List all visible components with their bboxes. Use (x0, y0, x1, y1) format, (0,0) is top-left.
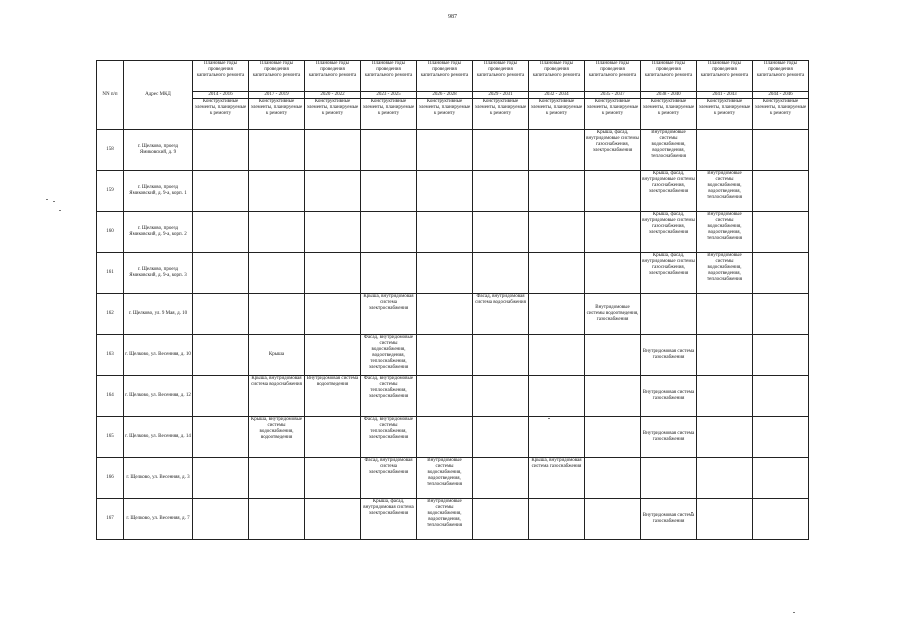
repair-elements-cell (753, 294, 809, 335)
repair-elements-cell (529, 294, 585, 335)
repair-elements-cell (697, 499, 753, 540)
capital-repair-schedule-table (96, 60, 809, 540)
repair-elements-cell (193, 376, 249, 417)
repair-elements-cell: Крыша, внутридомовая система газоснабжения (529, 458, 585, 499)
header-address: Адрес МКД (124, 61, 193, 130)
repair-elements-cell (305, 335, 361, 376)
repair-elements-cell (697, 417, 753, 458)
repair-elements-cell (529, 212, 585, 253)
repair-elements-cell (529, 376, 585, 417)
repair-elements-cell (193, 130, 249, 171)
header-elements: Конструктивные элементы, планируемые к ремонту (305, 99, 361, 130)
repair-elements-cell (529, 499, 585, 540)
repair-elements-cell: Внутридомовые системы водоснабжения, водоотведения, теплоснабжения (697, 212, 753, 253)
row-address: г. Щелково, ул. Весенняя, д. 3 (124, 458, 193, 499)
repair-elements-cell: Крыша (249, 335, 305, 376)
row-address: г. Щелково, ул. Весенняя, д. 7 (124, 499, 193, 540)
repair-elements-cell (193, 294, 249, 335)
header-period: 2032 - 2034 (529, 92, 585, 99)
repair-elements-cell: Фасад, внутридомовая система водоснабжения (473, 294, 529, 335)
repair-elements-cell (417, 294, 473, 335)
repair-elements-cell (753, 335, 809, 376)
table-row (97, 376, 809, 417)
repair-elements-cell (641, 294, 697, 335)
repair-elements-cell (529, 335, 585, 376)
header-elements: Конструктивные элементы, планируемые к ремонту (641, 99, 697, 130)
row-address: г. Щелково, ул. Весенняя, д. 10 (124, 335, 193, 376)
table-row (97, 253, 809, 294)
header-plan-years: Плановые годы проведения капитального ремонта (753, 61, 809, 92)
repair-elements-cell (697, 458, 753, 499)
repair-elements-cell (305, 212, 361, 253)
repair-elements-cell: Крыша, внутридомовая система электроснабжения (361, 294, 417, 335)
header-plan-years: Плановые годы проведения капитального ремонта (697, 61, 753, 92)
repair-elements-cell: Фасад, внутридомовые системы теплоснабжения, электроснабжения (361, 417, 417, 458)
row-address: г. Щелково, проезд Ямиковский, д. 9-а, корп. 1 (124, 171, 193, 212)
repair-elements-cell (585, 458, 641, 499)
header-elements: Конструктивные элементы, планируемые к ремонту (473, 99, 529, 130)
repair-elements-cell (753, 417, 809, 458)
repair-elements-cell (305, 458, 361, 499)
repair-elements-cell (417, 212, 473, 253)
repair-elements-cell: Внутридомовые системы водоснабжения, водоотведения, теплоснабжения (417, 458, 473, 499)
repair-elements-cell (753, 458, 809, 499)
table-row (97, 335, 809, 376)
row-number: 163 (97, 335, 124, 376)
repair-elements-cell (305, 294, 361, 335)
header-elements: Конструктивные элементы, планируемые к ремонту (361, 99, 417, 130)
repair-elements-cell (417, 253, 473, 294)
repair-elements-cell: Внутридомовая система газоснабжения (641, 499, 697, 540)
repair-elements-cell (585, 171, 641, 212)
repair-elements-cell (193, 335, 249, 376)
repair-elements-cell: Фасад, внутридомовая система электроснабжения (361, 458, 417, 499)
repair-elements-cell (361, 171, 417, 212)
repair-elements-cell (697, 376, 753, 417)
repair-elements-cell (585, 335, 641, 376)
header-period: 2017 - 2019 (249, 92, 305, 99)
repair-elements-cell (249, 294, 305, 335)
repair-elements-cell (697, 294, 753, 335)
row-address: г. Щелково, проезд Ямиковский, д. 9-а, корп. 2 (124, 212, 193, 253)
scan-speck (46, 199, 48, 200)
repair-elements-cell (249, 499, 305, 540)
repair-elements-cell (473, 499, 529, 540)
repair-elements-cell (529, 130, 585, 171)
repair-elements-cell (305, 253, 361, 294)
header-plan-years: Плановые годы проведения капитального ремонта (585, 61, 641, 92)
repair-elements-cell (305, 130, 361, 171)
row-address: г. Щелково, ул. 9 Мая, д. 10 (124, 294, 193, 335)
header-plan-years: Плановые годы проведения капитального ремонта (641, 61, 697, 92)
repair-elements-cell (473, 417, 529, 458)
repair-elements-cell (361, 130, 417, 171)
repair-elements-cell: Крыша, фасад, внутридомовые системы газоснабжения, электроснабжения (585, 130, 641, 171)
repair-elements-cell (417, 171, 473, 212)
repair-elements-cell (361, 253, 417, 294)
repair-elements-cell: Крыша, фасад, внутридомовые системы газоснабжения, электроснабжения (641, 253, 697, 294)
row-number: 158 (97, 130, 124, 171)
repair-elements-cell (529, 171, 585, 212)
repair-elements-cell (585, 253, 641, 294)
header-period: 2038 - 2040 (641, 92, 697, 99)
repair-elements-cell (193, 171, 249, 212)
repair-elements-cell (193, 212, 249, 253)
repair-elements-cell (753, 171, 809, 212)
repair-elements-cell (249, 130, 305, 171)
header-period: 2041 - 2043 (697, 92, 753, 99)
repair-elements-cell: Крыша, фасад, внутридомовые системы газоснабжения, электроснабжения (641, 212, 697, 253)
header-elements: Конструктивные элементы, планируемые к ремонту (193, 99, 249, 130)
repair-elements-cell (305, 499, 361, 540)
repair-elements-cell: Крыша, внутридомовые системы водоснабжения, водоотведения (249, 417, 305, 458)
table-row (97, 171, 809, 212)
repair-elements-cell: Внутридомовая система газоснабжения (641, 376, 697, 417)
scan-speck (53, 201, 55, 202)
row-number: 165 (97, 417, 124, 458)
row-number: 161 (97, 253, 124, 294)
repair-elements-cell (585, 376, 641, 417)
header-plan-years: Плановые годы проведения капитального ремонта (417, 61, 473, 92)
repair-elements-cell (585, 417, 641, 458)
repair-elements-cell (249, 458, 305, 499)
row-number: 159 (97, 171, 124, 212)
repair-elements-cell (417, 130, 473, 171)
repair-elements-cell (249, 171, 305, 212)
repair-elements-cell: Внутридомовые системы водоотведения, газоснабжения (585, 294, 641, 335)
repair-elements-cell: Фасад, внутридомовые системы водоснабжения, водоотведения, теплоснабжения, электроснабжения (361, 335, 417, 376)
row-address: г. Щелково, проезд Ямиковский, д. 9-а, корп. 3 (124, 253, 193, 294)
repair-elements-cell: Крыша, фасад, внутридомовая система электроснабжения (361, 499, 417, 540)
header-elements: Конструктивные элементы, планируемые к ремонту (417, 99, 473, 130)
table-row (97, 458, 809, 499)
repair-elements-cell (305, 417, 361, 458)
repair-elements-cell: Внутридомовая система газоснабжения (641, 335, 697, 376)
repair-elements-cell (697, 130, 753, 171)
repair-elements-cell (641, 458, 697, 499)
repair-elements-cell (697, 335, 753, 376)
table-row (97, 499, 809, 540)
repair-elements-cell (193, 253, 249, 294)
repair-elements-cell: Внутридомовая система водоотведения (305, 376, 361, 417)
table-row (97, 417, 809, 458)
header-elements: Конструктивные элементы, планируемые к ремонту (529, 99, 585, 130)
repair-elements-cell (753, 130, 809, 171)
header-plan-years: Плановые годы проведения капитального ремонта (305, 61, 361, 92)
row-number: 162 (97, 294, 124, 335)
repair-elements-cell (529, 253, 585, 294)
table-row (97, 212, 809, 253)
repair-elements-cell (585, 212, 641, 253)
repair-elements-cell (753, 376, 809, 417)
header-plan-years: Плановые годы проведения капитального ремонта (361, 61, 417, 92)
scan-speck (59, 210, 61, 211)
header-num: NN п/п (97, 61, 124, 130)
row-number: 160 (97, 212, 124, 253)
row-address: г. Щелково, проезд Ямиковский, д. 9 (124, 130, 193, 171)
repair-elements-cell: Крыша, внутридомовая система водоснабжения (249, 376, 305, 417)
table-row (97, 294, 809, 335)
header-period: 2014 - 2016 (193, 92, 249, 99)
header-period: 2035 - 2037 (585, 92, 641, 99)
row-address: г. Щелково, ул. Весенняя, д. 14 (124, 417, 193, 458)
repair-elements-cell: Внутридомовые системы водоснабжения, водоотведения, теплоснабжения (697, 171, 753, 212)
repair-elements-cell (473, 458, 529, 499)
repair-elements-cell (753, 212, 809, 253)
repair-elements-cell (473, 335, 529, 376)
repair-elements-cell: Внутридомовые системы водоснабжения, водоотведения, теплоснабжения (417, 499, 473, 540)
repair-elements-cell: Фасад, внутридомовые системы теплоснабжения, электроснабжения (361, 376, 417, 417)
header-plan-years: Плановые годы проведения капитального ремонта (473, 61, 529, 92)
repair-elements-cell: Внутридомовая система газоснабжения (641, 417, 697, 458)
repair-elements-cell (249, 253, 305, 294)
repair-elements-cell (473, 253, 529, 294)
header-elements: Конструктивные элементы, планируемые к ремонту (753, 99, 809, 130)
repair-elements-cell (305, 171, 361, 212)
repair-elements-cell (473, 130, 529, 171)
row-address: г. Щелково, ул. Весенняя, д. 12 (124, 376, 193, 417)
header-period: 2029 - 2031 (473, 92, 529, 99)
header-elements: Конструктивные элементы, планируемые к ремонту (697, 99, 753, 130)
row-number: 164 (97, 376, 124, 417)
table-row (97, 130, 809, 171)
repair-elements-cell (417, 417, 473, 458)
repair-elements-cell (193, 458, 249, 499)
repair-elements-cell (473, 376, 529, 417)
repair-elements-cell: Внутридомовые системы водоснабжения, водоотведения, теплоснабжения (697, 253, 753, 294)
repair-elements-cell: Внутридомовые системы водоснабжения, водоотведения, теплоснабжения (641, 130, 697, 171)
header-period: 2026 - 2028 (417, 92, 473, 99)
repair-elements-cell (753, 253, 809, 294)
repair-elements-cell (753, 499, 809, 540)
header-plan-years: Плановые годы проведения капитального ремонта (529, 61, 585, 92)
repair-elements-cell (473, 171, 529, 212)
repair-elements-cell (473, 212, 529, 253)
header-period: 2044 - 2046 (753, 92, 809, 99)
repair-elements-cell (361, 212, 417, 253)
header-elements: Конструктивные элементы, планируемые к ремонту (249, 99, 305, 130)
page-number: 987 (448, 14, 457, 20)
repair-elements-cell (417, 335, 473, 376)
repair-elements-cell (417, 376, 473, 417)
repair-elements-cell (193, 499, 249, 540)
scan-speck (793, 612, 795, 613)
row-number: 166 (97, 458, 124, 499)
header-period: 2020 - 2022 (305, 92, 361, 99)
repair-elements-cell (193, 417, 249, 458)
header-plan-years: Плановые годы проведения капитального ремонта (193, 61, 249, 92)
repair-elements-cell (585, 499, 641, 540)
row-number: 167 (97, 499, 124, 540)
header-elements: Конструктивные элементы, планируемые к ремонту (585, 99, 641, 130)
repair-elements-cell (249, 212, 305, 253)
repair-elements-cell (529, 417, 585, 458)
header-period: 2023 - 2025 (361, 92, 417, 99)
header-plan-years: Плановые годы проведения капитального ремонта (249, 61, 305, 92)
repair-elements-cell: Крыша, фасад, внутридомовые системы газоснабжения, электроснабжения (641, 171, 697, 212)
